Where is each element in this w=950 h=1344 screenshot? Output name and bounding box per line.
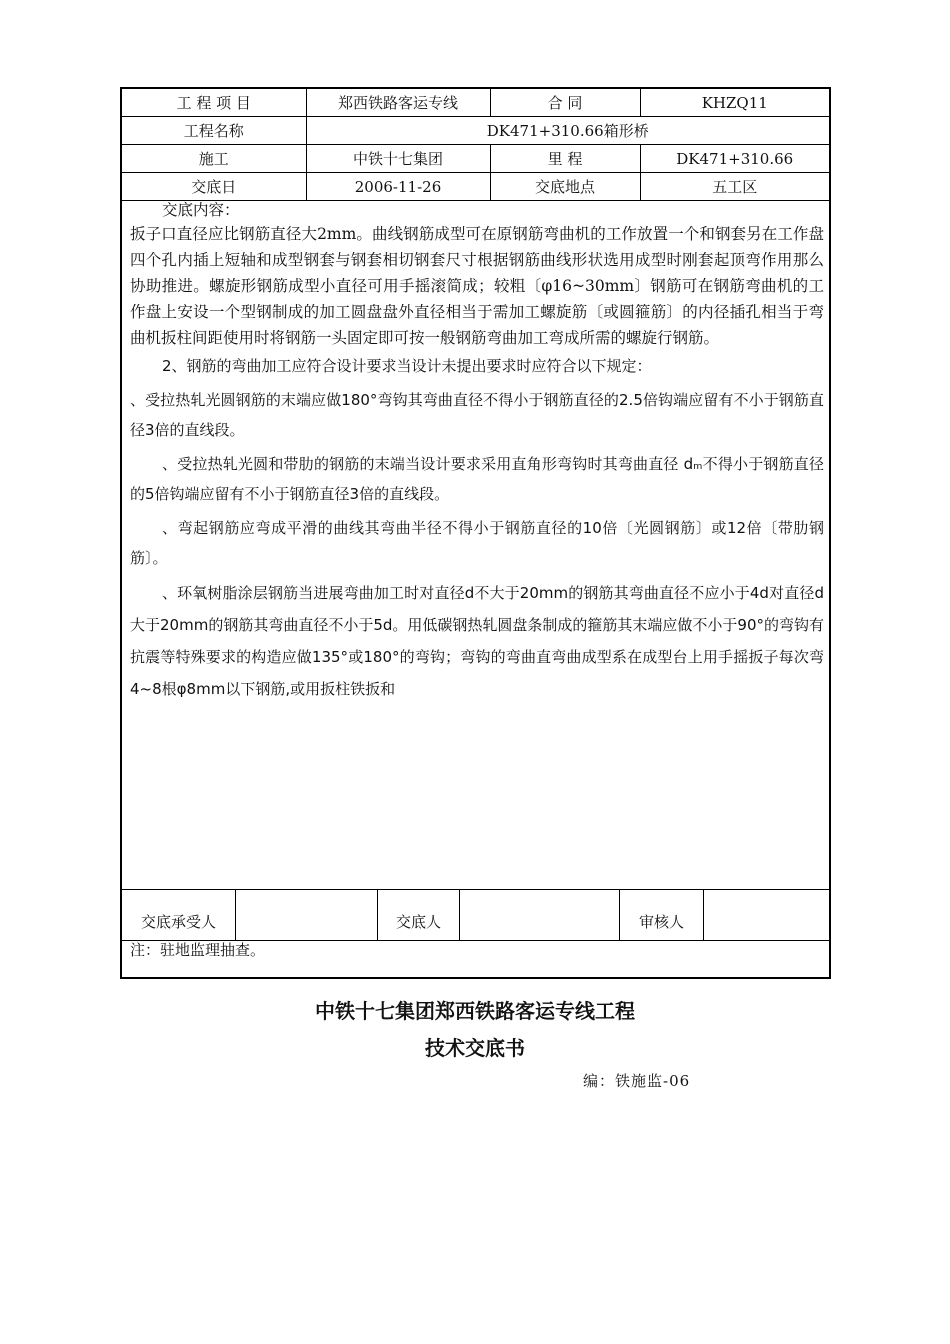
project-name-value: DK471+310.66箱形桥 [306,117,829,145]
date-value: 2006-11-26 [306,173,490,201]
content-paragraph: 、环氧树脂涂层钢筋当进展弯曲加工时对直径d不大于20mm的钢筋其弯曲直径不应小于4d对直径d大于20mm的钢筋其弯曲直径不小于5d。用低碳钢热轧圆盘条制成的箍筋其末端应做不小于90°的弯钩有抗震等特殊要求的构造应做135°或180°的弯钩；弯钩的弯曲直弯曲成型系在成型台上用手摇扳子每次弯4~8根φ8mm以下钢筋,或用扳柱铁扳和 [130,584,824,698]
mileage-value: DK471+310.66 [640,145,829,173]
project-info-table [122,89,829,201]
content-paragraph: 扳子口直径应比钢筋直径大2mm。曲线钢筋成型可在原钢筋弯曲机的工作放置一个和钢套另在工作盘四个孔内插上短轴和成型钢套与钢套相切钢套尺寸根据钢筋曲线形状选用成型时刚套起顶弯作用那么协助推进。螺旋形钢筋成型小直径可用手摇滚简成；较粗〔φ16~30mm〕钢筋可在钢筋弯曲机的工作盘上安设一个型钢制成的加工圆盘盘外直径相当于需加工螺旋筋〔或圆箍筋〕的内径插孔相当于弯曲机扳柱间距使用时将钢筋一头固定即可按一般钢筋弯曲加工弯成所需的螺旋行钢筋。 [130,225,824,347]
document-title: 中铁十七集团郑西铁路客运专线工程 [315,999,635,1023]
content-paragraph: 、受拉热轧光圆钢筋的末端应做180°弯钩其弯曲直径不得小于钢筋直径的2.5倍钩端应留有不小于钢筋直径3倍的直线段。 [130,391,824,439]
disclosure-content [130,199,824,705]
content-heading: 交底内容： [162,201,240,219]
reviewer-label-cell [620,890,704,940]
receiver-label-cell [122,890,236,940]
project-name-label: 工程名称 [122,117,306,145]
contract-label: 合 同 [490,89,640,117]
mileage-label: 里 程 [490,145,640,173]
giver-signature-field[interactable] [460,890,620,940]
table-row [122,89,829,117]
location-label: 交底地点 [490,173,640,201]
date-label: 交底日 [122,173,306,201]
table-row [122,173,829,201]
reviewer-signature-field[interactable] [704,890,829,940]
document-code: 编：铁施监-06 [583,1072,691,1090]
receiver-label: 交底承受人 [140,913,216,931]
location-value: 五工区 [640,173,829,201]
content-paragraph: 、弯起钢筋应弯成平滑的曲线其弯曲半径不得小于钢筋直径的10倍〔光圆钢筋〕或12倍〔带肋钢筋〕。 [130,519,824,567]
table-row [122,145,829,173]
giver-label: 交底人 [395,913,441,931]
project-item-value: 郑西铁路客运专线 [306,89,490,117]
contract-value: KHZQ11 [640,89,829,117]
construction-label: 施工 [122,145,306,173]
signature-row [122,889,829,941]
content-paragraph: 、受拉热轧光圆和带肋的钢筋的末端当设计要求采用直角形弯钩时其弯曲直径 dₘ不得小于钢筋直径的5倍钩端应留有不小于钢筋直径3倍的直线段。 [130,455,824,503]
reviewer-label: 审核人 [638,913,684,931]
content-paragraph: 2、钢筋的弯曲加工应符合设计要求当设计未提出要求时应符合以下规定： [162,357,652,375]
table-row [122,117,829,145]
project-item-label: 工 程 项 目 [122,89,306,117]
disclosure-form [120,87,831,979]
construction-value: 中铁十七集团 [306,145,490,173]
document-subtitle: 技术交底书 [425,1036,525,1060]
note: 注：驻地监理抽查。 [130,941,266,959]
giver-label-cell [378,890,460,940]
receiver-signature-field[interactable] [236,890,378,940]
